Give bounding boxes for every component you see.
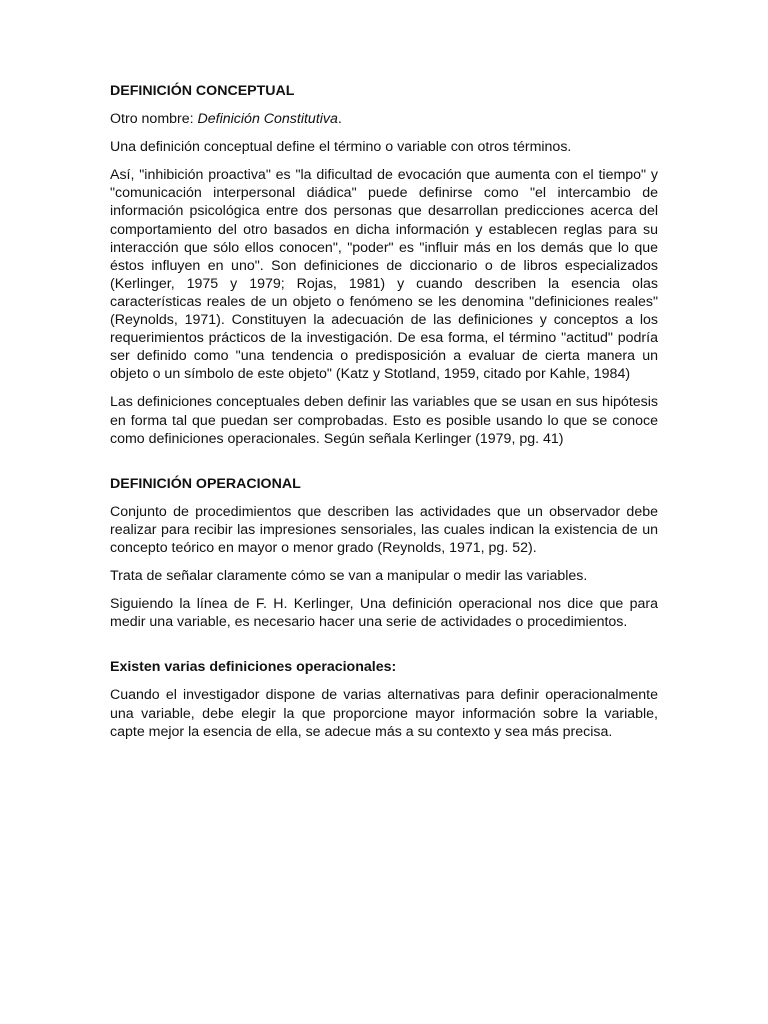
paragraph-operational-definition: Conjunto de procedimientos que describen las actividades que un observador debe realizar para recibir las impresiones sensoriales, las cuales indican la existencia de un concepto teórico en mayor o menor grado (Reynolds, 1971, pg. 52). xyxy=(110,503,658,556)
paragraph-operational-kerlinger: Siguiendo la línea de F. H. Kerlinger, Una definición operacional nos dice que para medir una variable, es necesario hacer una serie de actividades o procedimientos. xyxy=(110,596,658,631)
section-gap xyxy=(110,458,658,475)
other-name-value: Definición Constitutiva xyxy=(197,111,338,128)
paragraph-operational-purpose: Trata de señalar claramente cómo se van a manipular o medir las variables. xyxy=(110,568,588,585)
other-name-label: Otro nombre: xyxy=(110,111,198,128)
paragraph-conceptual-operational-link: Las definiciones conceptuales deben definir las variables que se usan en sus hipótesis en forma tal que puedan ser comprobadas. Esto es posible usando lo que se conoce como definiciones operacionales. Según señala Kerlinger (1979, pg. 41) xyxy=(110,394,658,447)
document-body xyxy=(110,82,658,751)
heading-definicion-conceptual: DEFINICIÓN CONCEPTUAL xyxy=(110,83,295,99)
paragraph-choosing-definition: Cuando el investigador dispone de varias alternativas para definir operacionalmente una variable, debe elegir la que proporcione mayor información sobre la variable, capte mejor la esencia de ella, se adecue más a su contexto y sea más precisa. xyxy=(110,687,658,740)
heading-definicion-operacional: DEFINICIÓN OPERACIONAL xyxy=(110,475,301,492)
heading-varias-definiciones: Existen varias definiciones operacionales: xyxy=(110,659,397,676)
other-name-end: . xyxy=(337,111,342,128)
paragraph-conceptual-definition: Una definición conceptual define el término o variable con otros términos. xyxy=(110,139,572,156)
paragraph-conceptual-examples: Así, "inhibición proactiva" es "la dificultad de evocación que aumenta con el tiempo" y "comunicación interpersonal diádica" puede definirse como "el intercambio de información psicológica entre dos personas que desarrollan predicciones acerca del comportamiento del otro basados en dicha información y establecen reglas para su interacción que sólo ellos conocen", "poder" es "influir más en los demás que lo que éstos influyen en uno". Son definiciones de diccionario o de libros especializados (Kerlinger, 1975 y 1979; Rojas, 1981) y cuando describen la esencia olas características reales de un objeto o fenómeno se les denomina "definiciones reales" (Reynolds, 1971). Constituyen la adecuación de las definiciones y conceptos a los requerimientos prácticos de la investigación. De esa forma, el término "actitud" podría ser definido como "una tendencia o predisposición a evaluar de cierta manera un objeto o un símbolo de este objeto" (Katz y Stotland, 1959, citado por Kahle, 1984) xyxy=(110,167,658,383)
other-name-line xyxy=(110,110,658,128)
section-gap xyxy=(110,641,658,658)
